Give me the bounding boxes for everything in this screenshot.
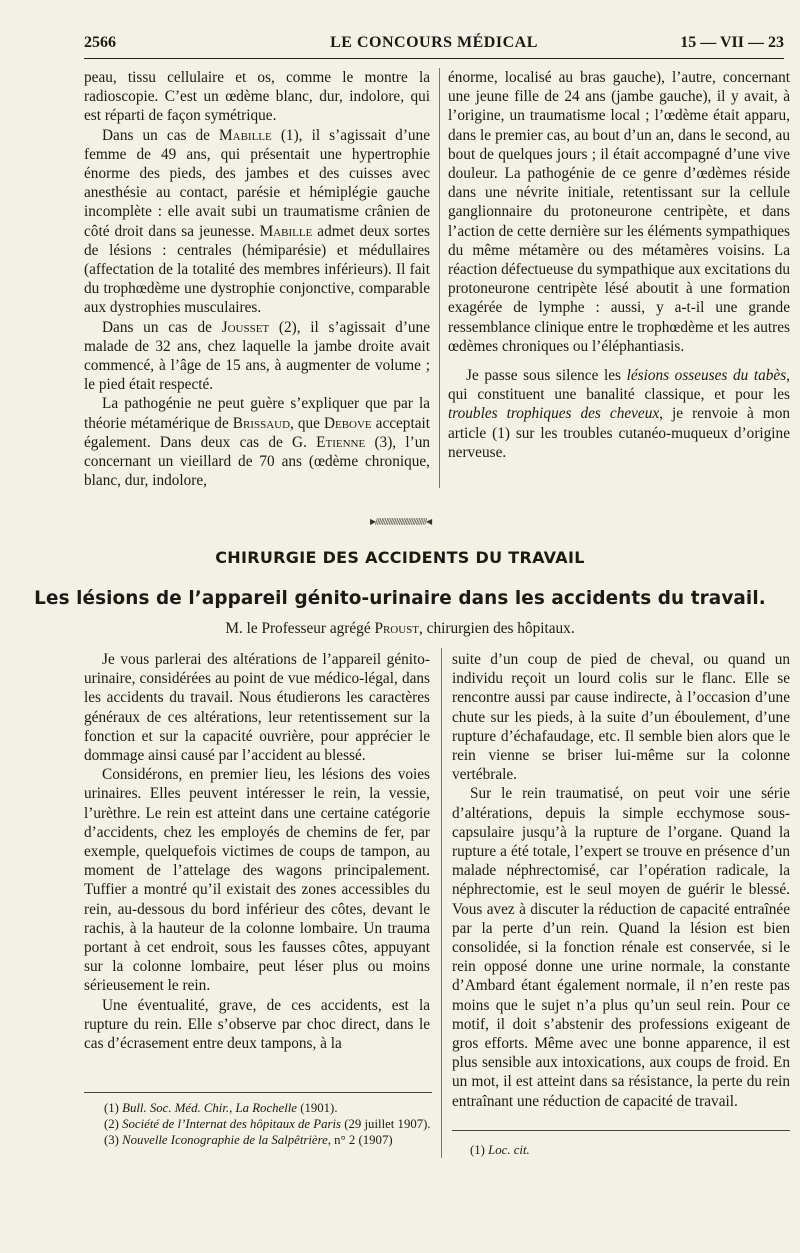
paragraph: Considérons, en premier lieu, les lésions des voies urinaires. Elles peuvent intéresser le rein, la vessie, l’urèthre. Le rein est atteint dans une certaine catégorie d’accidents, chez les employés de chemins de fer, par exemple, quelquefois victimes de coups de tampon, au moment de l’attelage des wagons principalement. Tuffier a montré qu’il existait des zones accessibles du rein, au-dessous du bord inférieur des côtes, devant le rachis, à la hauteur de la colonne lombaire. Un trauma portant à cet endroit, sous les fausses côtes, appuyant sur la colonne lombaire, peut léser plus ou moins sérieusement le rein. xyxy=(84,766,430,995)
footnote-right: (1) Loc. cit. xyxy=(470,1143,530,1157)
author-name: Brissaud xyxy=(232,414,291,432)
paragraph: Sur le rein traumatisé, on peut voir une série d’altérations, depuis la simple ecchymose sous-capsulaire jusqu’à la rupture de l’organe. Quand la rupture a été totale, l’expert se trouve en présence d’un malade néphrectomisé, car l’opération radicale, la néphrectomie, est le seul moyen de guérir le blessé. Vous avez à discuter la réduction de capacité entraînée par la perte d’un rein. Quand la lésion est bien consolidée, si la fonction rénale est conservée, si le rein opposé donne une urine normale, la constante d’Ambard étant également normale, il n’en reste pas moins que le sujet n’a plus qu’un seul rein. Pour ce motif, il doit s’abstenir des professions exigeant de gros efforts. Même avec une bonne apparence, il est plus sensible aux intoxications, aux coups de froid. En un mot, il est atteint dans sa résistance, la perte du rein entraînant une réduction de capacité de travail. xyxy=(452,785,790,1110)
author-name: Mabille xyxy=(219,126,272,144)
article-author: M. le Professeur agrégé Proust, chirurgien des hôpitaux. xyxy=(225,620,575,637)
paragraph: Une éventualité, grave, de ces accidents, est la rupture du rein. Elle s’observe par choc direct, dans le cas d’écrasement entre deux tampons, à la xyxy=(84,996,430,1053)
header-rule xyxy=(84,58,784,59)
paragraph: énorme, localisé au bras gauche), l’autre, concernant une jeune fille de 24 ans (jambe gauche), il y avait, à l’origine, un traumatisme local ; l’œdème était apparu, dans le premier cas, au bout d’un an, dans le second, au bout de quelques jours ; il était accompagné d’une vive douleur. La pathogénie de ce genre d’œdèmes réside dans une névrite initiale, retentissant sur la cellule ganglionnaire du protoneurone centripète, et dans l’action de cette dernière sur les éléments sympathiques du même métamère ou des métamères voisins. La réaction défectueuse du sympathique aux excitations du protoneurone centripète lésé aboutit à une formation exagérée de lymphe : aussi, y a-t-il une grande ressemblance clinique entre le trophœdème et les autres œdèmes chroniques ou l’éléphantiasis. xyxy=(448,69,790,355)
author-name: Jousset xyxy=(221,318,270,336)
author-name: Proust xyxy=(374,620,420,637)
journal-title: LE CONCOURS MÉDICAL xyxy=(330,34,538,51)
footnotes-left xyxy=(84,1100,432,1148)
footnote: (1) Bull. Soc. Méd. Chir., La Rochelle (1901). xyxy=(104,1101,338,1115)
footnote-rule xyxy=(452,1130,790,1131)
footnote-rule xyxy=(84,1092,432,1093)
article-title: Les lésions de l’appareil génito-urinaire dans les accidents du travail. xyxy=(34,588,766,609)
paragraph: La pathogénie ne peut guère s’expliquer que par la théorie métamérique de Brissaud, que Debove acceptait également. Dans deux cas de G. Etienne (3), l’un concernant un vieillard de 70 ans (œdème chronique, blanc, dur, indolore, xyxy=(84,395,431,490)
author-name: Mabille xyxy=(259,222,313,240)
page-header xyxy=(84,34,784,56)
paragraph: peau, tissu cellulaire et os, comme le montre la radioscopie. C’est un œdème blanc, dur, indolore, qui est réparti de façon symétrique. xyxy=(84,69,430,125)
paragraph: Je passe sous silence les lésions osseuses du tabès, qui constituent une banalité classique, et pour les troubles trophiques des cheveux, je renvoie à mon article (1) sur les troubles cutanéo-muqueux d’origine nerveuse. xyxy=(448,367,790,461)
issue-date: 15 — VII — 23 xyxy=(680,34,784,51)
paragraph: Je vous parlerai des altérations de l’appareil génito-urinaire, considérées au point de vue médico-légal, dans les accidents du travail. Nous étudierons les caractères généraux de ces altérations, leur retentissement sur la fonction et sur la capacité ouvrière, pour apprécier le dommage ainsi causé par l’accident au blessé. xyxy=(84,651,430,765)
paragraph: Dans un cas de Jousset (2), il s’agissait d’une malade de 32 ans, chez laquelle la jambe droite avait commencé, à l’âge de 15 ans, à augmenter de volume ; le pied était respecté. xyxy=(84,318,430,394)
paragraph: Dans un cas de Mabille (1), il s’agissait d’une femme de 49 ans, qui présentait une hypertrophie énorme des pieds, des jambes et des cuisses avec anesthésie au contact, parésie et hémiplégie gauche incomplète : elle avait subi un traumatisme crânien de côté droit dans sa jeunesse. Mabille admet deux sortes de lésions : centrales (hémiparésie) et médullaires (affectation de la totalité des membres inférieurs). Il fait du trophœdème une dystrophie conjonctive, comparable aux dystrophies musculaires. xyxy=(84,126,430,317)
section-heading: CHIRURGIE DES ACCIDENTS DU TRAVAIL xyxy=(215,548,585,567)
column-divider xyxy=(441,648,442,1158)
column-2 xyxy=(448,68,790,462)
ornament-divider: ▶∕∕∕∕∕∕∕∕∕∕∕∕∕∕∕∕∕∕∕∕∕∕∕∕∕∕∕∕∕∕◀ xyxy=(370,518,432,526)
author-name: Debove xyxy=(323,414,372,432)
footnote: (2) Société de l’Internat des hôpitaux de Paris (29 juillet 1907). xyxy=(104,1117,431,1131)
column-divider xyxy=(439,68,440,488)
column-1 xyxy=(84,68,430,490)
column-3 xyxy=(84,650,430,1053)
paragraph: suite d’un coup de pied de cheval, ou quand un individu reçoit un lourd colis sur le flanc. Elle se rencontre aussi par cause indirecte, à l’occasion d’une chute sur les pieds, à la suite d’un éboulement, d’une rupture d’échafaudage, etc. Il semble bien alors que le rein vienne se briser lui-même sur la colonne vertébrale. xyxy=(452,651,790,784)
page-number: 2566 xyxy=(84,34,116,51)
footnote: (3) Nouvelle Iconographie de la Salpêtrière, n° 2 (1907) xyxy=(104,1133,393,1147)
column-4 xyxy=(452,650,790,1111)
author-name: Etienne xyxy=(316,433,366,451)
